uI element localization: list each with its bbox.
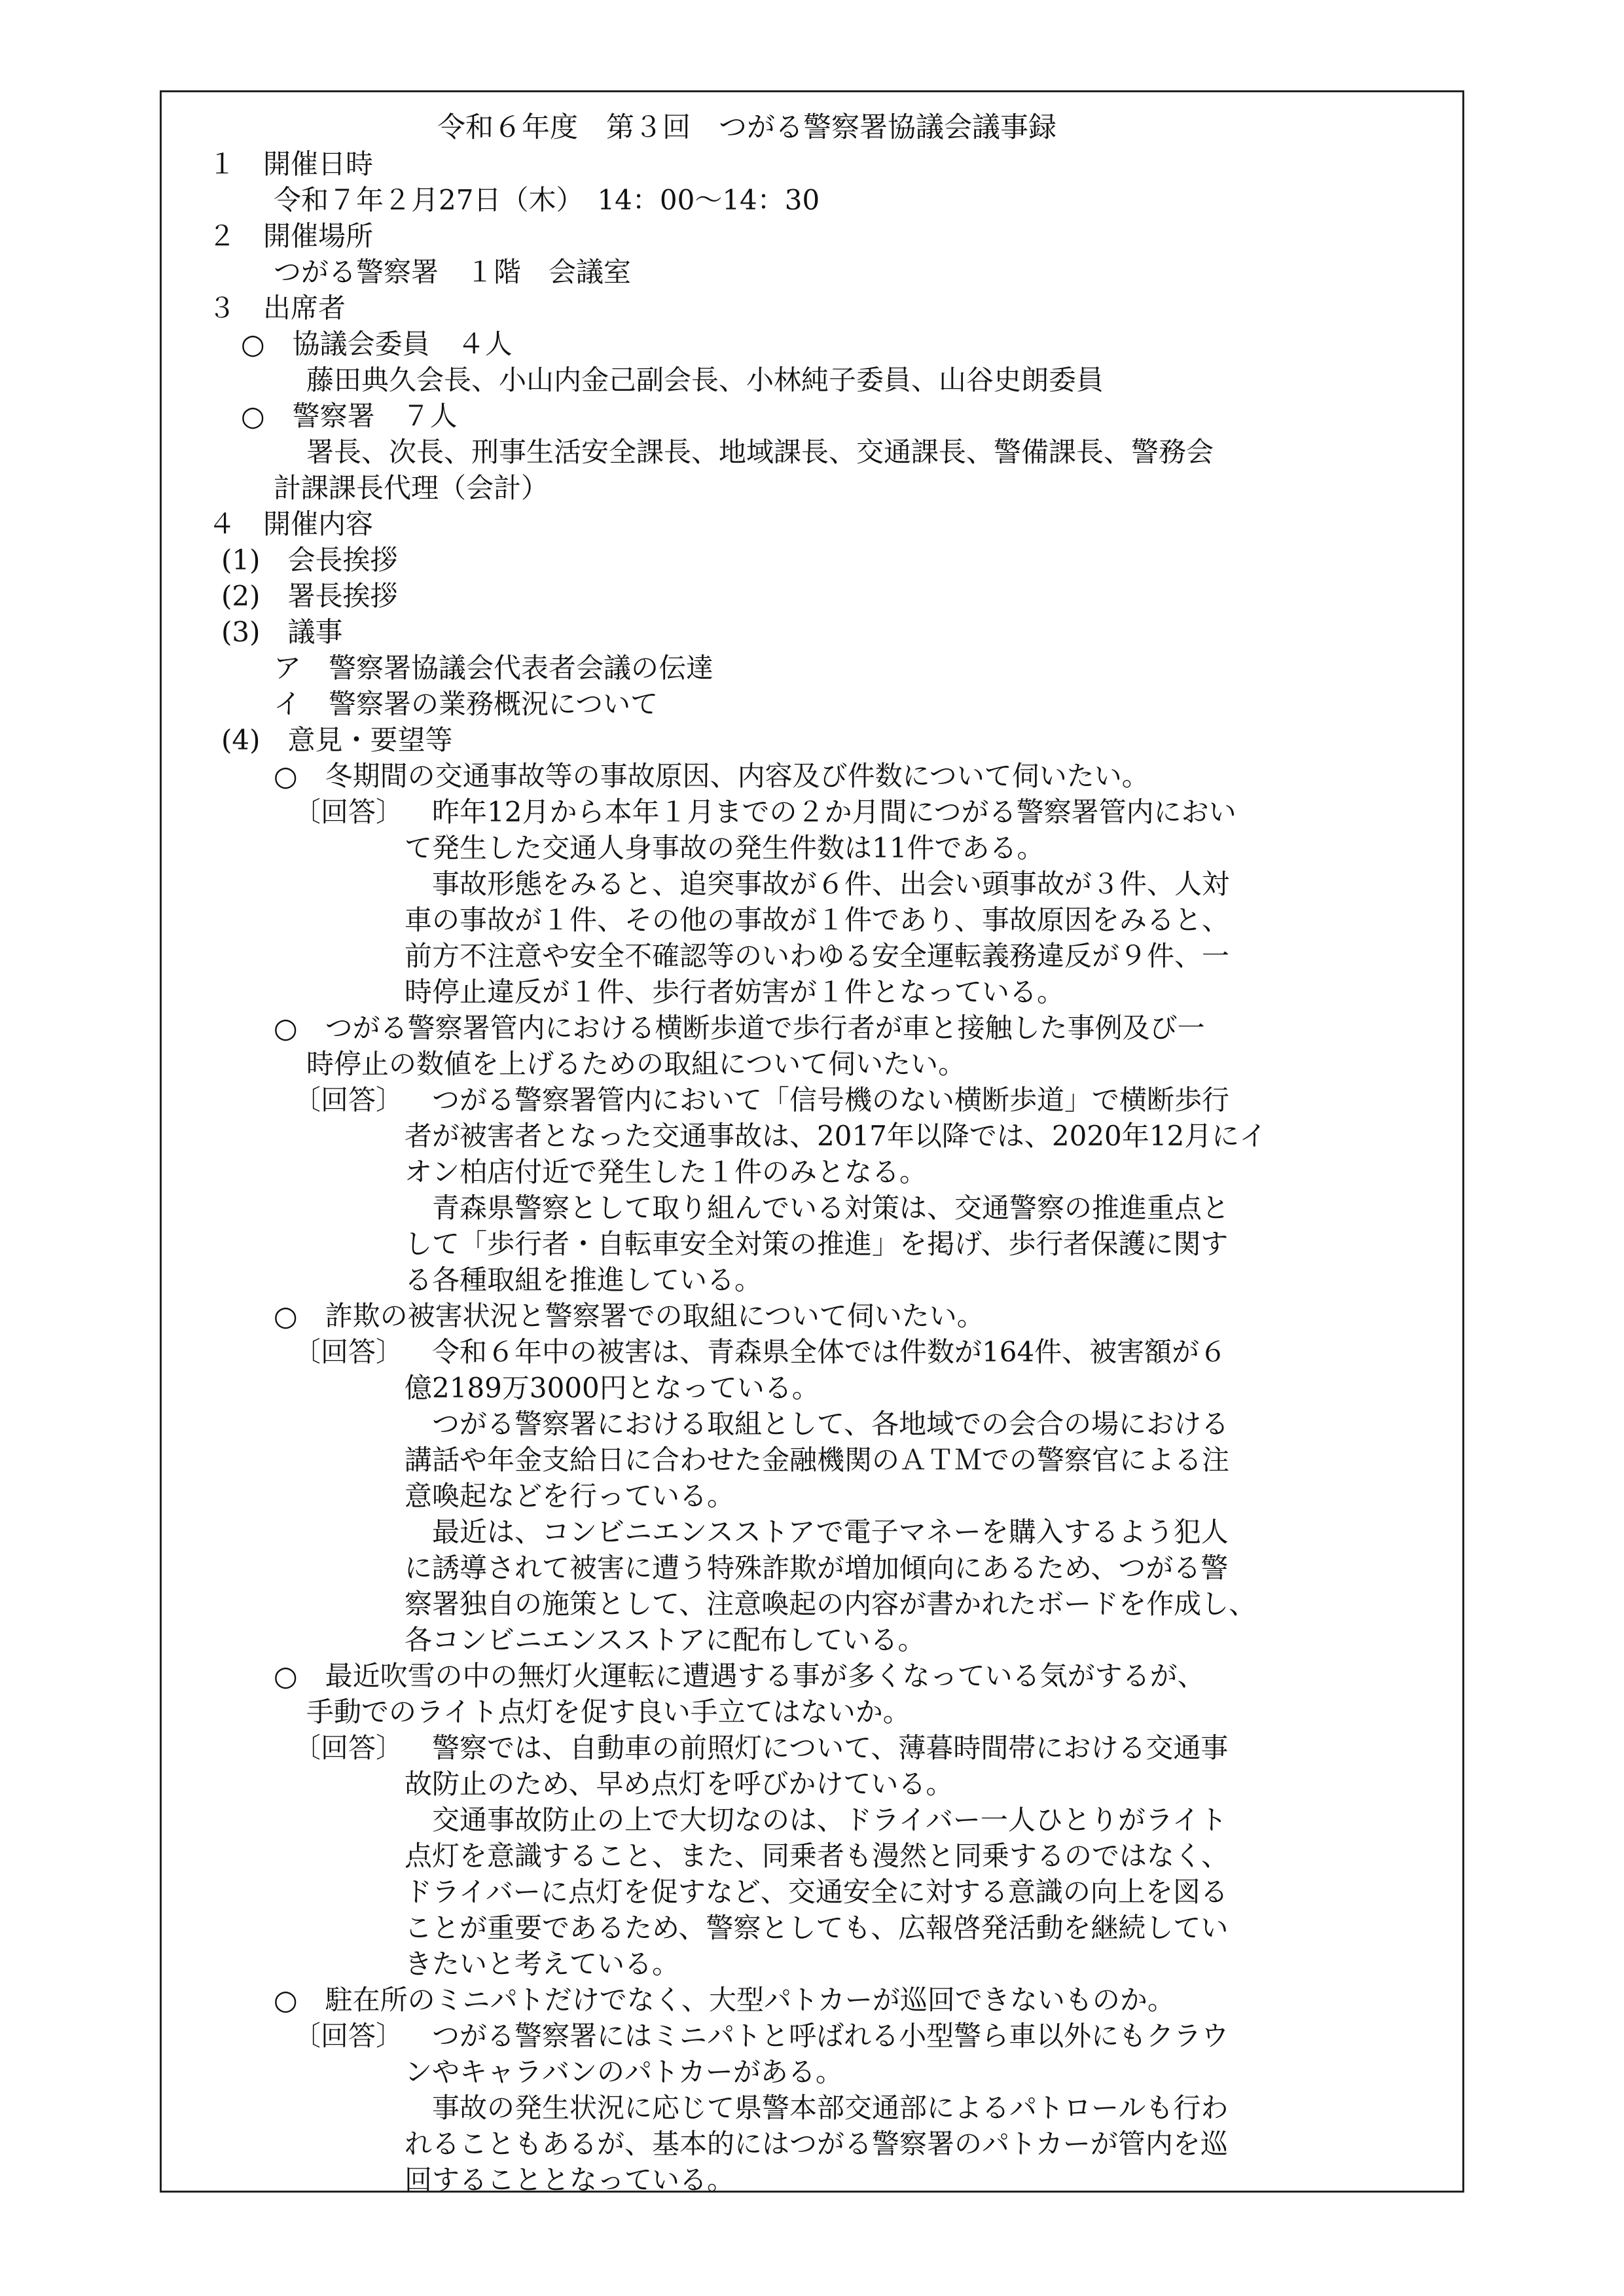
agenda-item: (4) 意見・要望等 xyxy=(221,724,453,756)
answer-line: れることもあるが、基本的にはつがる警察署のパトカーが管内を巡 xyxy=(405,2128,1228,2160)
question-line: ○ 最近吹雪の中の無灯火運転に遭遇する事が多くなっている気がするが、 xyxy=(274,1660,1205,1692)
agenda-item: (2) 署長挨拶 xyxy=(221,580,398,612)
section-1-body: 令和７年２月27日（木） 14：00～14：30 xyxy=(274,184,820,216)
answer-line: 時停止違反が１件、歩行者妨害が１件となっている。 xyxy=(405,976,1065,1008)
answer-line: 事故形態をみると、追突事故が６件、出会い頭事故が３件、人対 xyxy=(405,868,1230,900)
section-2-body: つがる警察署 １階 会議室 xyxy=(274,256,632,288)
question-line-cont: 手動でのライト点灯を促す良い手立てはないか。 xyxy=(306,1696,911,1728)
answer-line: 者が被害者となった交通事故は、2017年以降では、2020年12月にイ xyxy=(405,1120,1267,1152)
answer-line: して「歩行者・自転車安全対策の推進」を掲げ、歩行者保護に関す xyxy=(405,1228,1229,1260)
answer-line: 前方不注意や安全不確認等のいわゆる安全運転義務違反が９件、一 xyxy=(405,940,1230,972)
answer-line: 億2189万3000円となっている。 xyxy=(405,1372,820,1404)
question-line: ○ 詐欺の被害状況と警察署での取組について伺いたい。 xyxy=(274,1300,984,1332)
answer-line: 講話や年金支給日に合わせた金融機関のＡＴＭでの警察官による注 xyxy=(405,1444,1230,1476)
attendee-names-committee: 藤田典久会長、小山内金己副会長、小林純子委員、山谷史朗委員 xyxy=(306,364,1104,396)
answer-line: 点灯を意識すること、また、同乗者も漫然と同乗するのではなく、 xyxy=(405,1840,1229,1872)
answer-line: つがる警察署管内において「信号機のない横断歩道」で横断歩行 xyxy=(405,1084,1230,1116)
question-line: ○ つがる警察署管内における横断歩道で歩行者が車と接触した事例及び一 xyxy=(274,1012,1205,1044)
answer-label: 〔回答〕 xyxy=(293,1732,404,1764)
agenda-subitem: イ 警察署の業務概況について xyxy=(274,688,659,720)
answer-label: 〔回答〕 xyxy=(293,1336,404,1368)
agenda-item: (3) 議事 xyxy=(221,616,343,648)
answer-line: 昨年12月から本年１月までの２か月間につがる警察署管内におい xyxy=(405,796,1236,828)
attendee-names-police: 署長、次長、刑事生活安全課長、地域課長、交通課長、警備課長、警務会 xyxy=(306,436,1214,468)
answer-line: 交通事故防止の上で大切なのは、ドライバー一人ひとりがライト xyxy=(405,1804,1227,1836)
answer-line: ドライバーに点灯を促すなど、交通安全に対する意識の向上を図る xyxy=(405,1876,1228,1908)
answer-line: 事故の発生状況に応じて県警本部交通部によるパトロールも行わ xyxy=(405,2092,1229,2124)
answer-line: 車の事故が１件、その他の事故が１件であり、事故原因をみると、 xyxy=(405,904,1230,936)
answer-line: きたいと考えている。 xyxy=(405,1948,680,1980)
question-line: ○ 冬期間の交通事故等の事故原因、内容及び件数について伺いたい。 xyxy=(274,760,1149,792)
answer-label: 〔回答〕 xyxy=(293,2020,404,2052)
question-line-cont: 時停止の数値を上げるための取組について伺いたい。 xyxy=(306,1048,966,1080)
answer-line: 最近は、コンビニエンスストアで電子マネーを購入するよう犯人 xyxy=(405,1516,1229,1548)
answer-line: ンやキャラバンのパトカーがある。 xyxy=(405,2056,843,2088)
answer-line: て発生した交通人身事故の発生件数は11件である。 xyxy=(405,832,1045,864)
answer-line: 令和６年中の被害は、青森県全体では件数が164件、被害額が６ xyxy=(405,1336,1227,1368)
section-4-heading: ４ 開催内容 xyxy=(208,508,374,540)
document-title: 令和６年度 第３回 つがる警察署協議会議事録 xyxy=(437,111,1056,144)
section-1-heading: １ 開催日時 xyxy=(208,148,374,180)
answer-line: つがる警察署にはミニパトと呼ばれる小型警ら車以外にもクラウ xyxy=(405,2020,1229,2052)
attendee-names-police-cont: 計課課長代理（会計） xyxy=(274,472,549,504)
answer-line: 回することとなっている。 xyxy=(405,2164,735,2196)
question-line: ○ 駐在所のミニパトだけでなく、大型パトカーが巡回できないものか。 xyxy=(274,1984,1175,2016)
attendee-group-committee: ○ 協議会委員 ４人 xyxy=(241,328,513,360)
attendee-group-police: ○ 警察署 ７人 xyxy=(241,400,458,432)
answer-line: に誘導されて被害に遭う特殊詐欺が増加傾向にあるため、つがる警 xyxy=(405,1552,1229,1584)
answer-line: オン柏店付近で発生した１件のみとなる。 xyxy=(405,1156,928,1188)
answer-line: 警察では、自動車の前照灯について、薄暮時間帯における交通事 xyxy=(405,1732,1229,1764)
section-3-heading: ３ 出席者 xyxy=(208,292,346,324)
answer-line: つがる警察署における取組として、各地域での会合の場における xyxy=(405,1408,1229,1440)
answer-label: 〔回答〕 xyxy=(293,796,404,828)
answer-line: 察署独自の施策として、注意喚起の内容が書かれたボードを作成し、 xyxy=(405,1588,1257,1620)
answer-line: る各種取組を推進している。 xyxy=(405,1264,763,1296)
answer-label: 〔回答〕 xyxy=(293,1084,404,1116)
answer-line: ことが重要であるため、警察としても、広報啓発活動を継続してい xyxy=(405,1912,1229,1944)
answer-line: 故防止のため、早め点灯を呼びかけている。 xyxy=(405,1768,954,1800)
answer-line: 意喚起などを行っている。 xyxy=(405,1480,735,1512)
answer-line: 青森県警察として取り組んでいる対策は、交通警察の推進重点と xyxy=(405,1192,1230,1224)
answer-line: 各コンビニエンスストアに配布している。 xyxy=(405,1624,926,1656)
agenda-item: (1) 会長挨拶 xyxy=(221,544,398,576)
section-2-heading: ２ 開催場所 xyxy=(208,220,374,252)
agenda-subitem: ア 警察署協議会代表者会議の伝達 xyxy=(274,652,714,684)
